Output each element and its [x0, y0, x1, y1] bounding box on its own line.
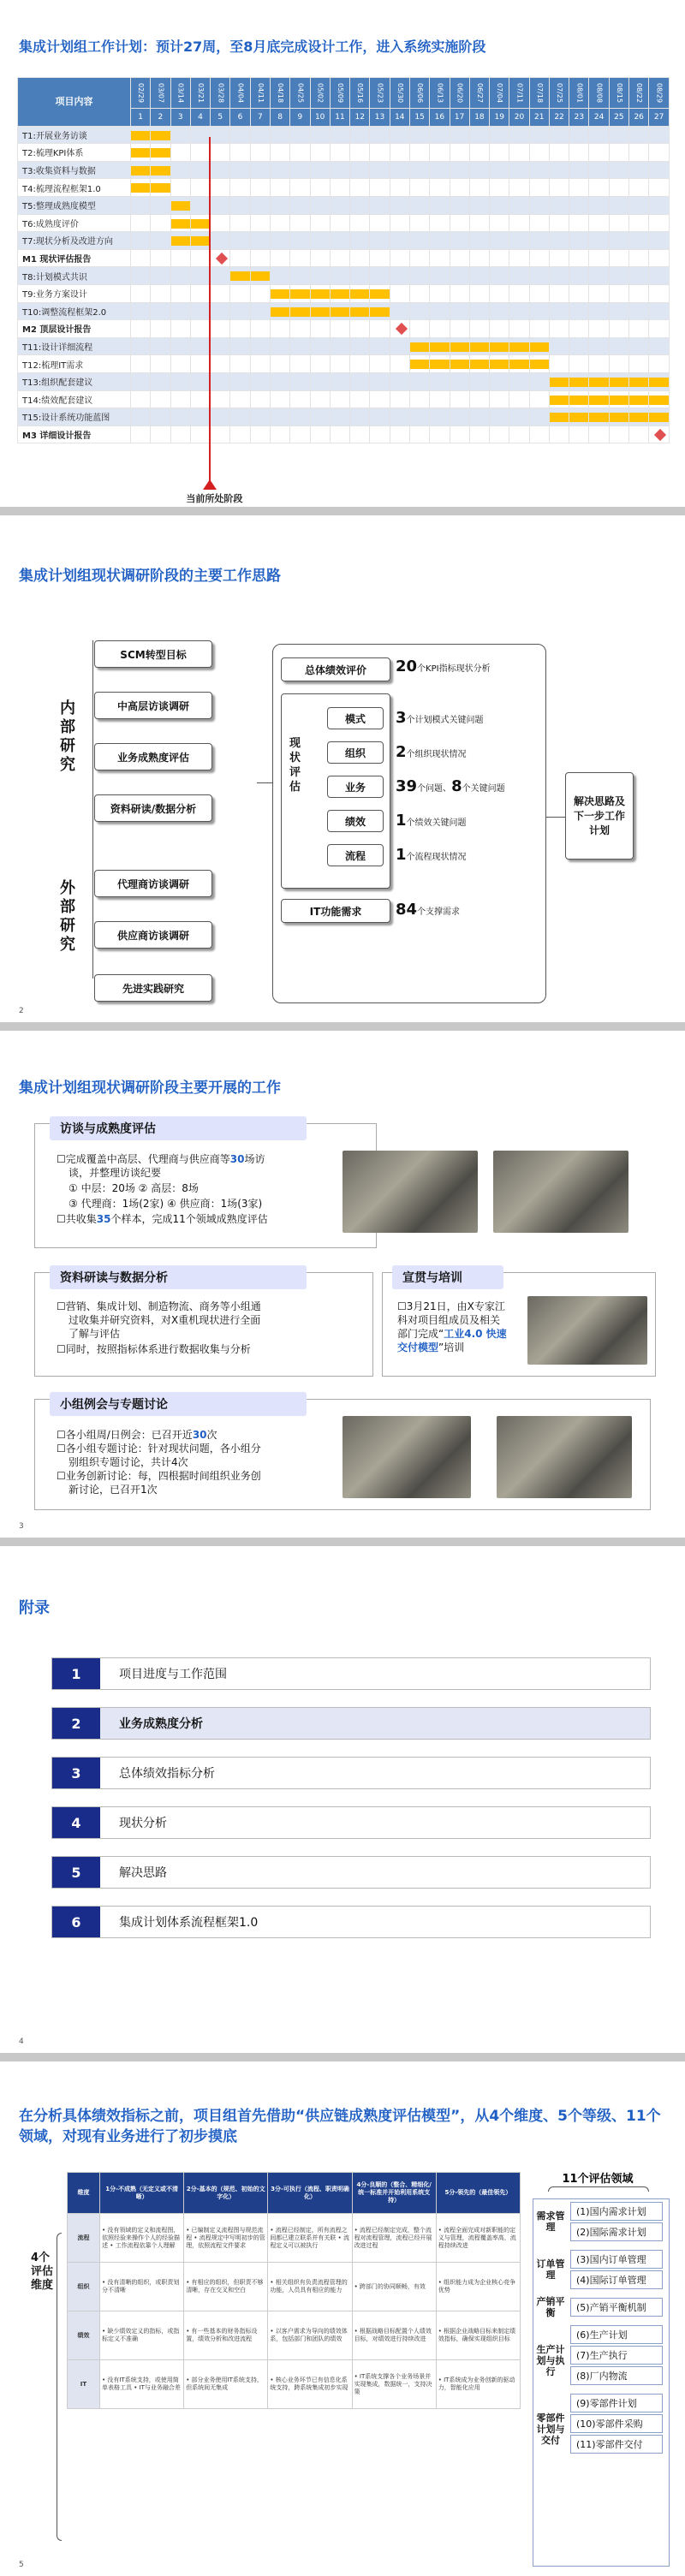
dims-brace	[57, 2233, 62, 2541]
matrix-cell: • IT系统支撑各个业务场景并实现集成，数据统一，支持决策	[352, 2360, 436, 2409]
gantt-week: 3	[170, 109, 190, 127]
gantt-bar	[450, 360, 469, 369]
domain-item: (6)生产计划	[570, 2325, 663, 2344]
appendix-item[interactable]	[51, 1757, 651, 1789]
current-assessment-label: 现状评估	[289, 737, 301, 794]
gantt-bar	[550, 396, 569, 405]
gantt-date: 07/04	[490, 78, 509, 109]
gantt-bar	[649, 396, 669, 405]
gantt-week: 1	[131, 109, 151, 127]
training-text: ☐3月21日，由X专家江 科对项目组成员及相关 部门完成“工业4.0 快速交付模型”培训	[397, 1300, 507, 1353]
gantt-week: 13	[370, 109, 390, 127]
gantt-week: 9	[290, 109, 310, 127]
appendix-number: 2	[52, 1708, 100, 1739]
current-stage-label: 当前所处阶段	[186, 493, 243, 504]
meeting-line-2: ☐各小组专题讨论：针对现状问题，各小组分	[57, 1443, 261, 1455]
gantt-date: 04/04	[230, 78, 250, 109]
domain-item: (7)生产执行	[570, 2346, 663, 2365]
gantt-date: 04/25	[290, 78, 310, 109]
gantt-bar	[569, 378, 588, 387]
gantt-row	[18, 355, 670, 373]
gantt-bar	[530, 360, 549, 369]
slide-title: 附录	[19, 1599, 50, 1617]
gantt-task-label: T13:组织配套建议	[18, 372, 131, 390]
matrix-cell: • IT系统成为业务创新的驱动力，智能化应用	[436, 2360, 520, 2409]
gantt-bar	[569, 413, 588, 422]
gantt-task-label: M1 现状评估报告	[18, 249, 131, 267]
gantt-bar	[509, 342, 528, 352]
gantt-bar	[131, 131, 150, 140]
gantt-task-label: M2 顶层设计报告	[18, 320, 131, 338]
slide-2	[0, 515, 685, 1022]
matrix-cell: • 没有领域的定义和流程图，依照经验来操作个人的经验描述 • 工作流程依靠个人理解	[100, 2214, 184, 2263]
appendix-item[interactable]	[51, 1707, 651, 1740]
gantt-task-label: T12:梳理IT需求	[18, 355, 131, 373]
gantt-bar	[251, 271, 270, 281]
left-box: 代理商访谈调研	[94, 870, 212, 897]
milestone-diamond-icon	[216, 253, 228, 265]
gantt-week: 2	[151, 109, 170, 127]
matrix-cell: • 没有IT系统支持，或使用简单表格工具 • IT与业务融合差	[100, 2360, 184, 2409]
gantt-bar	[550, 378, 569, 387]
gantt-bar	[610, 396, 628, 405]
gantt-week: 4	[190, 109, 210, 127]
gantt-bar	[470, 342, 489, 352]
gantt-date: 03/14	[170, 78, 190, 109]
gantt-week: 14	[390, 109, 409, 127]
gantt-bar	[230, 271, 249, 281]
gantt-date: 05/02	[310, 78, 330, 109]
matrix-cell: • 根据企业战略目标来制定绩效指标，确保实现组织目标	[436, 2311, 520, 2360]
interview-line-2: ① 中层：20场 ② 高层：8场	[68, 1182, 199, 1194]
assessment-item-box: 业务	[327, 776, 384, 798]
meeting-line-1: ☐各小组周/日例会：已召开近30次	[57, 1429, 217, 1441]
assessment-item-stat: 3个计划模式关键问题	[396, 709, 484, 727]
gantt-bar	[350, 307, 369, 317]
gantt-bar	[271, 307, 289, 317]
gantt-week: 12	[350, 109, 370, 127]
research-line-2: ☐同时，按照指标体系进行数据收集与分析	[57, 1343, 251, 1355]
gantt-bar	[131, 183, 150, 193]
gantt-date: 08/22	[629, 78, 649, 109]
gantt-bar	[610, 378, 628, 387]
matrix-cell: • 有一些基本的财务指标设置，绩效分析和改进流程	[184, 2311, 268, 2360]
gantt-date: 03/07	[151, 78, 170, 109]
connector-line	[546, 817, 565, 818]
gantt-date: 05/30	[390, 78, 409, 109]
appendix-item[interactable]	[51, 1856, 651, 1889]
matrix-row	[68, 2263, 521, 2311]
left-box: 中高层访谈调研	[94, 692, 212, 719]
gantt-bar	[550, 413, 569, 422]
assessment-item-box: 绩效	[327, 810, 384, 832]
interview-line-3: ③ 代理商：1场(2家) ④ 供应商：1场(3家)	[68, 1198, 263, 1210]
gantt-bar	[430, 360, 449, 369]
dimension-label: 组织	[68, 2263, 100, 2311]
domain-item: (1)国内需求计划	[570, 2202, 663, 2221]
gantt-task-label: T9:业务方案设计	[18, 284, 131, 302]
gantt-bar	[131, 166, 150, 176]
matrix-cell: • 根据战略目标配置个人绩效目标，对绩效进行持续改进	[352, 2311, 436, 2360]
meeting-line-3b: 新讨论，已召开1次	[68, 1484, 158, 1496]
appendix-item[interactable]	[51, 1657, 651, 1690]
gantt-task-label: T5:整理成熟度模型	[18, 196, 131, 214]
gantt-task-label: M3 详细设计报告	[18, 425, 131, 443]
gantt-bar	[311, 307, 330, 317]
domain-item: (3)国内订单管理	[570, 2250, 663, 2269]
matrix-row	[68, 2360, 521, 2409]
slide-title: 集成计划组现状调研阶段主要开展的工作	[19, 1080, 281, 1097]
gantt-row	[18, 372, 670, 390]
interview-header: 访谈与成熟度评估	[50, 1116, 307, 1140]
gantt-date: 03/28	[211, 78, 230, 109]
left-box: 资料研读/数据分析	[94, 794, 212, 822]
gantt-bar	[171, 236, 190, 246]
slide-3	[0, 1031, 685, 1538]
gantt-row	[18, 214, 670, 232]
matrix-cell: • 没有清晰的组织，或职责划分不清晰	[100, 2263, 184, 2311]
gantt-bar	[370, 289, 389, 299]
assessment-item-stat: 2个组织现状情况	[396, 743, 467, 761]
gantt-row	[18, 144, 670, 162]
meeting-photo	[342, 1151, 478, 1233]
gantt-row	[18, 249, 670, 267]
dimension-label: 绩效	[68, 2311, 100, 2360]
gantt-bar	[151, 166, 170, 176]
milestone-diamond-icon	[396, 323, 408, 335]
meeting-line-2b: 别组织专题讨论，共计4次	[68, 1456, 188, 1468]
gantt-bar	[271, 289, 289, 299]
gantt-week: 20	[509, 109, 529, 127]
gantt-date: 05/09	[330, 78, 349, 109]
level-header: 4分-良顺的（整合、精细化/统一标准并开始利用系统支持）	[352, 2173, 436, 2214]
meeting-header: 小组例会与专题讨论	[50, 1392, 307, 1416]
matrix-cell: • 核心业务环节已有信息化系统支持，跨系统集成初步实现	[268, 2360, 352, 2409]
domain-item: (2)国际需求计划	[570, 2222, 663, 2241]
gantt-date: 04/11	[250, 78, 270, 109]
gantt-bar	[530, 342, 549, 352]
gantt-bar	[350, 289, 369, 299]
gantt-row	[18, 337, 670, 355]
gantt-task-label: T10:调整流程框架2.0	[18, 302, 131, 320]
research-line-1: ☐营销、集成计划、制造物流、商务等小组通	[57, 1300, 261, 1312]
it-requirements-box: IT功能需求	[281, 899, 390, 923]
left-box: 先进实践研究	[94, 974, 212, 1002]
domain-group-label: 需求管理	[536, 2210, 565, 2233]
gantt-bar	[290, 289, 309, 299]
outer-research-label: 外部研究	[60, 879, 75, 954]
gantt-date: 06/06	[409, 78, 429, 109]
matrix-cell: • 缺少绩效定义的指标，或指标定义不准确	[100, 2311, 184, 2360]
gantt-date: 07/18	[529, 78, 549, 109]
gantt-bar	[470, 360, 489, 369]
gantt-bar	[410, 342, 429, 352]
dims-label: 4个评估维度	[31, 2252, 54, 2292]
matrix-cell: • 部分业务使用IT系统支持，但系统间无集成	[184, 2360, 268, 2409]
appendix-number: 3	[52, 1758, 100, 1788]
gantt-row	[18, 126, 670, 144]
gantt-bar	[151, 131, 170, 140]
gantt-task-label: T11:设计详细流程	[18, 337, 131, 355]
slide-title: 在分析具体绩效指标之前，项目组首先借助“供应链成熟度评估模型”，从4个维度、5个等级、11个领域，对现有业务进行了初步摸底	[19, 2108, 661, 2145]
gantt-task-label: T7:现状分析及改进方向	[18, 232, 131, 250]
appendix-label: 业务成熟度分析	[119, 1717, 203, 1731]
domains-label: 11个评估领域	[562, 2173, 634, 2186]
matrix-cell: • 已编制定义流程图与规范流程 • 流程规定中写明初步的管理，依照流程文件要求	[184, 2214, 268, 2263]
domain-group-label: 产销平衡	[536, 2296, 565, 2318]
appendix-label: 集成计划体系流程框架1.0	[119, 1916, 259, 1930]
gantt-date: 04/18	[270, 78, 289, 109]
gantt-week: 7	[250, 109, 270, 127]
gantt-row	[18, 179, 670, 197]
gantt-bar	[370, 307, 389, 317]
meeting-line-3: ☐业务创新讨论：每，四根据时间组织业务创	[57, 1470, 261, 1482]
matrix-cell: • 流程已经制定完成，整个流程对流程管理，流程已经开展改进过程	[352, 2214, 436, 2263]
domain-item: (10)零部件采购	[570, 2414, 663, 2433]
gantt-date: 08/29	[649, 78, 670, 109]
gantt-week: 23	[569, 109, 589, 127]
dimension-label: IT	[68, 2360, 100, 2409]
domain-item: (4)国际订单管理	[570, 2270, 663, 2289]
level-header: 1分-不成熟（无定义或不清晰）	[100, 2173, 184, 2214]
gantt-bar	[131, 148, 150, 158]
appendix-label: 总体绩效指标分析	[119, 1767, 215, 1781]
gantt-bar	[490, 342, 509, 352]
gantt-week: 16	[430, 109, 450, 127]
gantt-week: 17	[450, 109, 469, 127]
matrix-cell: • 组织能力成为企业核心竞争优势	[436, 2263, 520, 2311]
research-line-1b: 过收集并研究资料，对X重机现状进行全面	[68, 1314, 261, 1326]
page-number: 4	[19, 2038, 24, 2046]
appendix-number: 5	[52, 1857, 100, 1888]
interview-line-1: ☐完成覆盖中高层、代理商与供应商等30场访	[57, 1153, 265, 1165]
overall-performance-stat: 20个KPI指标现状分析	[396, 657, 491, 675]
appendix-item[interactable]	[51, 1806, 651, 1839]
appendix-item[interactable]	[51, 1906, 651, 1938]
gantt-task-label: T3:收集资料与数据	[18, 161, 131, 179]
gantt-bar	[629, 396, 648, 405]
meeting-photo	[342, 1416, 471, 1498]
slide-title: 集成计划组现状调研阶段的主要工作思路	[19, 568, 281, 585]
matrix-row	[68, 2311, 521, 2360]
page-number: 5	[19, 2561, 24, 2569]
gantt-week: 21	[529, 109, 549, 127]
gantt-week: 6	[230, 109, 250, 127]
gantt-bar	[171, 219, 190, 229]
gantt-week: 27	[649, 109, 670, 127]
interview-line-1b: 谈，并整理访谈纪要	[68, 1167, 162, 1179]
gantt-date: 02/29	[131, 78, 151, 109]
gantt-row	[18, 390, 670, 408]
gantt-bar	[490, 360, 509, 369]
inner-research-label: 内部研究	[60, 699, 75, 774]
gantt-week: 24	[589, 109, 609, 127]
solution-next-steps-box: 解决思路及下一步工作计划	[565, 772, 634, 860]
gantt-week: 22	[549, 109, 569, 127]
gantt-task-label: T2:梳理KPI体系	[18, 144, 131, 162]
gantt-bar	[331, 289, 349, 299]
gantt-date: 03/21	[190, 78, 210, 109]
left-bracket-line	[92, 640, 93, 979]
gantt-date: 07/25	[549, 78, 569, 109]
current-stage-line	[209, 137, 211, 486]
appendix-label: 现状分析	[119, 1817, 167, 1830]
level-header: 3分-可执行（流程、职责明确化）	[268, 2173, 352, 2214]
gantt-bar	[649, 378, 669, 387]
left-box: 供应商访谈调研	[94, 921, 212, 949]
gantt-date: 08/01	[569, 78, 589, 109]
gantt-row	[18, 425, 670, 443]
gantt-week: 11	[330, 109, 349, 127]
assessment-item-stat: 1个绩效关键问题	[396, 812, 467, 830]
domains-brace	[548, 2186, 649, 2192]
assessment-item-stat: 1个流程现状情况	[396, 846, 467, 864]
assessment-item-box: 模式	[327, 707, 384, 729]
gantt-week: 10	[310, 109, 330, 127]
gantt-bar	[290, 307, 309, 317]
level-header: 5分-领先的（最佳领先）	[436, 2173, 520, 2214]
gantt-date: 07/11	[509, 78, 529, 109]
domain-item: (9)零部件计划	[570, 2394, 663, 2412]
interview-line-4: ☐共收集35个样本，完成11个领域成熟度评估	[57, 1213, 268, 1225]
left-box: 业务成熟度评估	[94, 743, 212, 770]
page-number: 2	[19, 1007, 24, 1015]
gantt-week: 25	[609, 109, 628, 127]
gantt-task-label: T15:设计系统功能蓝图	[18, 408, 131, 426]
gantt-week: 15	[409, 109, 429, 127]
gantt-bar	[649, 413, 669, 422]
gantt-row	[18, 232, 670, 250]
assessment-item-stat: 39个问题、8个关键问题	[396, 777, 505, 795]
matrix-cell: • 流程全面完成对新职能的定义与管理，流程覆盖率高，流程持续改进	[436, 2214, 520, 2263]
gantt-bar	[171, 201, 190, 211]
gantt-header-label: 项目内容	[18, 78, 131, 127]
gantt-week: 26	[629, 109, 649, 127]
matrix-cell: • 以客户需求为导向的绩效体系，包括部门和团队的绩效	[268, 2311, 352, 2360]
gantt-week: 18	[469, 109, 489, 127]
gantt-row	[18, 302, 670, 320]
meeting-photo	[497, 1416, 632, 1498]
gantt-task-label: T14:绩效配套建议	[18, 390, 131, 408]
gantt-week: 19	[490, 109, 509, 127]
matrix-cell: • 跨部门的协同顺畅，有效	[352, 2263, 436, 2311]
gantt-bar	[151, 183, 170, 193]
gantt-bar	[191, 236, 210, 246]
gantt-bar	[311, 289, 330, 299]
gantt-date: 08/08	[589, 78, 609, 109]
matrix-row	[68, 2214, 521, 2263]
gantt-row	[18, 408, 670, 426]
matrix-cell: • 有相应的组织，但职责不够清晰，存在交叉和空白	[184, 2263, 268, 2311]
gantt-bar	[610, 413, 628, 422]
appendix-number: 1	[52, 1658, 100, 1689]
domain-group-label: 生产计划与执行	[536, 2344, 565, 2377]
gantt-task-label: T4:梳理流程框架1.0	[18, 179, 131, 197]
slide-4	[0, 1546, 685, 2053]
gantt-table	[17, 77, 670, 443]
gantt-task-label: T1:开展业务访谈	[18, 126, 131, 144]
gantt-bar	[331, 307, 349, 317]
gantt-bar	[191, 219, 210, 229]
gantt-date: 05/23	[370, 78, 390, 109]
gantt-bar	[589, 413, 608, 422]
it-requirements-stat: 84个支撑需求	[396, 901, 461, 919]
gantt-row	[18, 267, 670, 285]
matrix-cell: • 流程已经制定，所有流程之间都已建立联系并有关联 • 流程定义可以被执行	[268, 2214, 352, 2263]
training-photo	[527, 1296, 647, 1365]
gantt-task-label: T8:计划模式共识	[18, 267, 131, 285]
meeting-photo	[493, 1151, 628, 1233]
appendix-label: 解决思路	[119, 1866, 167, 1880]
gantt-bar	[450, 342, 469, 352]
gantt-row	[18, 161, 670, 179]
milestone-diamond-icon	[654, 429, 666, 441]
assessment-item-box: 流程	[327, 844, 384, 866]
gantt-row	[18, 284, 670, 302]
gantt-row	[18, 196, 670, 214]
gantt-bar	[410, 360, 429, 369]
gantt-bar	[430, 342, 449, 352]
connector-line	[257, 782, 272, 783]
gantt-date: 06/20	[450, 78, 469, 109]
domain-group-label: 零部件计划与交付	[536, 2412, 565, 2446]
gantt-week: 5	[211, 109, 230, 127]
research-header: 资料研读与数据分析	[50, 1265, 307, 1289]
dimension-label: 流程	[68, 2214, 100, 2263]
domain-item: (5)产销平衡机制	[570, 2298, 663, 2317]
appendix-label: 项目进度与工作范围	[119, 1668, 227, 1681]
gantt-bar	[509, 360, 528, 369]
gantt-bar	[629, 378, 648, 387]
training-header: 宣贯与培训	[392, 1265, 503, 1289]
gantt-date: 06/27	[469, 78, 489, 109]
gantt-date: 05/16	[350, 78, 370, 109]
level-header: 2分-基本的（规范、初始的文字化）	[184, 2173, 268, 2214]
appendix-number: 4	[52, 1807, 100, 1838]
domain-item: (8)厂内物流	[570, 2366, 663, 2385]
gantt-bar	[569, 396, 588, 405]
gantt-date: 08/15	[609, 78, 628, 109]
slide-title: 集成计划组工作计划：预计27周，至8月底完成设计工作，进入系统实施阶段	[19, 39, 486, 55]
research-line-1c: 了解与评估	[68, 1328, 121, 1340]
page-number: 3	[19, 1522, 24, 1531]
domain-group-label: 订单管理	[536, 2258, 565, 2281]
gantt-row	[18, 320, 670, 338]
matrix-cell: • 相关组织有负责流程管理的功能，人员具有相应的能力	[268, 2263, 352, 2311]
left-box: SCM转型目标	[94, 640, 212, 668]
gantt-date: 06/13	[430, 78, 450, 109]
gantt-bar	[589, 378, 608, 387]
current-stage-marker-icon	[203, 479, 217, 490]
overall-performance-box: 总体绩效评价	[281, 657, 390, 681]
gantt-bar	[589, 396, 608, 405]
gantt-week: 8	[270, 109, 289, 127]
maturity-matrix	[67, 2172, 521, 2409]
domain-item: (11)零部件交付	[570, 2435, 663, 2454]
gantt-task-label: T6:成熟度评价	[18, 214, 131, 232]
slide-1	[0, 0, 685, 507]
appendix-number: 6	[52, 1907, 100, 1937]
assessment-item-box: 组织	[327, 741, 384, 764]
matrix-corner: 维度	[68, 2173, 100, 2214]
gantt-bar	[151, 148, 170, 158]
gantt-bar	[629, 413, 648, 422]
